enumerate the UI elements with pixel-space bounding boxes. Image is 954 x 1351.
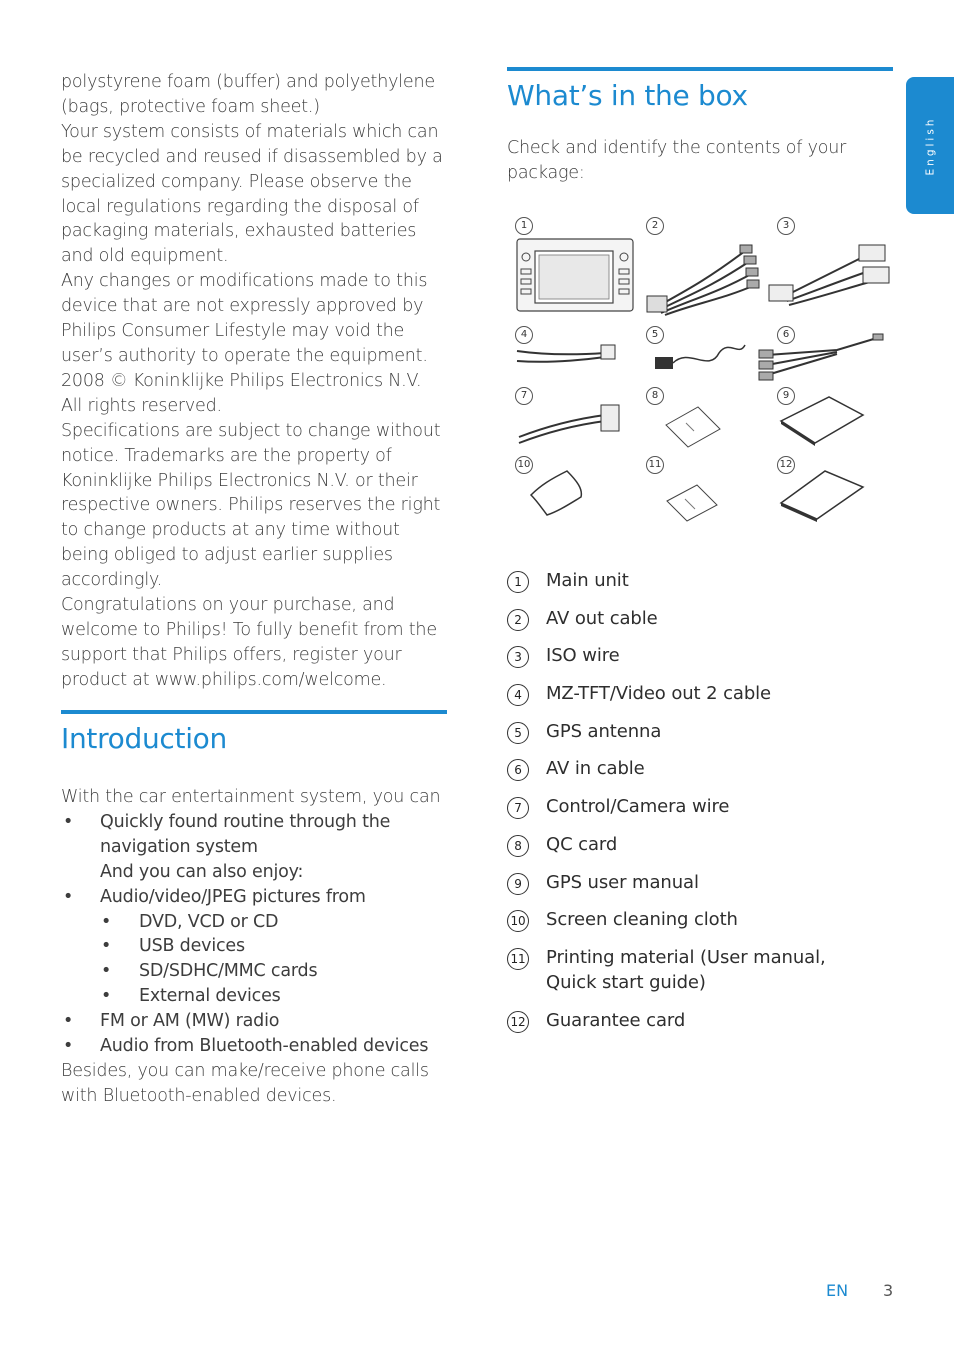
list-item: 11 Printing material (User manual, Quick start guide)	[507, 945, 836, 995]
av-out-cable-illustration	[645, 241, 760, 316]
section-rule	[61, 710, 447, 714]
paragraph: 2008 © Koninklijke Philips Electronics N.V. All rights reserved.	[61, 370, 422, 416]
screen-cleaning-cloth-illustration	[527, 467, 587, 519]
figure-number: 6	[777, 326, 795, 344]
sub-list-item: • SD/SDHC/MMC cards	[61, 959, 447, 984]
figure-number: 5	[646, 326, 664, 344]
list-item: 4 MZ-TFT/Video out 2 cable	[507, 681, 893, 706]
item-number: 4	[507, 684, 529, 706]
figure-number: 7	[515, 387, 533, 405]
bullet-dot: •	[63, 886, 74, 907]
figure-number: 10	[515, 456, 533, 474]
item-number: 3	[507, 646, 529, 668]
paragraph: Any changes or modifications made to this device that are not expressly approved by Philips Consumer Lifestyle may void the user’s authority to operate the equipment.	[61, 271, 428, 366]
list-item-continuation: And you can also enjoy:	[100, 861, 304, 882]
item-number: 7	[507, 797, 529, 819]
bullet-dot: •	[101, 936, 112, 957]
introduction-section	[61, 710, 447, 1109]
section-title-introduction: Introduction	[61, 722, 227, 755]
item-number: 9	[507, 873, 529, 895]
bullet-dot: •	[63, 1036, 74, 1057]
mz-tft-cable-illustration	[515, 341, 630, 373]
list-item: 12 Guarantee card	[507, 1008, 893, 1033]
figure-number: 1	[515, 217, 533, 235]
printing-material-illustration	[663, 483, 721, 525]
intro-bullets	[61, 810, 447, 1059]
list-item: 6 AV in cable	[507, 756, 893, 781]
page-number: 3	[883, 1281, 894, 1300]
section-rule	[507, 67, 893, 71]
bullet-dot: •	[101, 911, 112, 932]
item-number: 2	[507, 609, 529, 631]
figure-number: 3	[777, 217, 795, 235]
item-number: 10	[507, 910, 529, 932]
list-item: 5 GPS antenna	[507, 719, 893, 744]
language-tab-label: English	[924, 116, 937, 175]
list-item: 3 ISO wire	[507, 643, 893, 668]
main-unit-illustration	[515, 237, 635, 313]
figure-number: 9	[777, 387, 795, 405]
list-item: 7 Control/Camera wire	[507, 794, 893, 819]
list-item: 2 AV out cable	[507, 606, 893, 631]
list-item: 1 Main unit	[507, 568, 893, 593]
paragraph: Your system consists of materials which can be recycled and reused if disassembled by a specialized company. Please observe the local regulations regarding the disposal of packaging materials, exhausted batteries and old equipment.	[61, 121, 443, 267]
list-item: 9 GPS user manual	[507, 870, 893, 895]
bullet-dot: •	[63, 1011, 74, 1032]
intro-closing: Besides, you can make/receive phone calls with Bluetooth-enabled devices.	[61, 1060, 429, 1106]
list-item: • Audio/video/JPEG pictures from	[61, 885, 447, 910]
paragraph: Specifications are subject to change without notice. Trademarks are the property of Koninklijke Philips Electronics N.V. or their respective owners. Philips reserves the right to change products at any time without being obliged to adjust earlier supplies accordingly.	[61, 420, 441, 591]
figure-number: 8	[646, 387, 664, 405]
whats-in-box-section	[507, 67, 893, 186]
list-item: 8 QC card	[507, 832, 893, 857]
box-lead: Check and identify the contents of your package:	[507, 138, 847, 183]
figure-number: 2	[646, 217, 664, 235]
left-column	[61, 70, 447, 693]
bullet-dot: •	[101, 986, 112, 1007]
list-item: • Audio from Bluetooth-enabled devices	[61, 1034, 447, 1059]
item-number: 11	[507, 948, 529, 970]
footer-language: EN	[826, 1281, 849, 1300]
bullet-dot: •	[101, 961, 112, 982]
paragraph: Congratulations on your purchase, and welcome to Philips! To fully benefit from the support that Philips offers, register your product at www.philips.com/welcome.	[61, 595, 437, 690]
guarantee-card-illustration	[777, 467, 867, 525]
item-number: 6	[507, 759, 529, 781]
item-number: 8	[507, 835, 529, 857]
figure-number: 11	[646, 456, 664, 474]
language-side-tab	[906, 77, 954, 214]
av-in-cable-illustration	[757, 330, 887, 388]
list-item: • Quickly found routine through the navigation system	[63, 811, 391, 857]
paragraph: polystyrene foam (buffer) and polyethylene (bags, protective foam sheet.)	[61, 72, 435, 117]
qc-card-illustration	[662, 405, 724, 449]
item-number: 12	[507, 1011, 529, 1033]
iso-wire-illustration	[765, 241, 890, 316]
list-item: • FM or AM (MW) radio	[61, 1009, 447, 1034]
sub-list-item: • DVD, VCD or CD	[61, 910, 447, 935]
sub-list-item: • External devices	[61, 984, 447, 1009]
control-camera-wire-illustration	[515, 397, 630, 452]
intro-lead: With the car entertainment system, you can	[61, 787, 441, 807]
figure-number: 4	[515, 326, 533, 344]
sub-list-item: • USB devices	[61, 934, 447, 959]
gps-antenna-illustration	[649, 337, 749, 377]
gps-user-manual-illustration	[777, 393, 867, 448]
box-contents-figure	[507, 205, 893, 535]
box-items-list	[507, 568, 893, 1045]
bullet-dot: •	[63, 811, 74, 832]
item-number: 5	[507, 722, 529, 744]
figure-number: 12	[777, 456, 795, 474]
section-title-whats-in-box: What’s in the box	[507, 79, 748, 112]
list-item: 10 Screen cleaning cloth	[507, 907, 893, 932]
item-number: 1	[507, 571, 529, 593]
